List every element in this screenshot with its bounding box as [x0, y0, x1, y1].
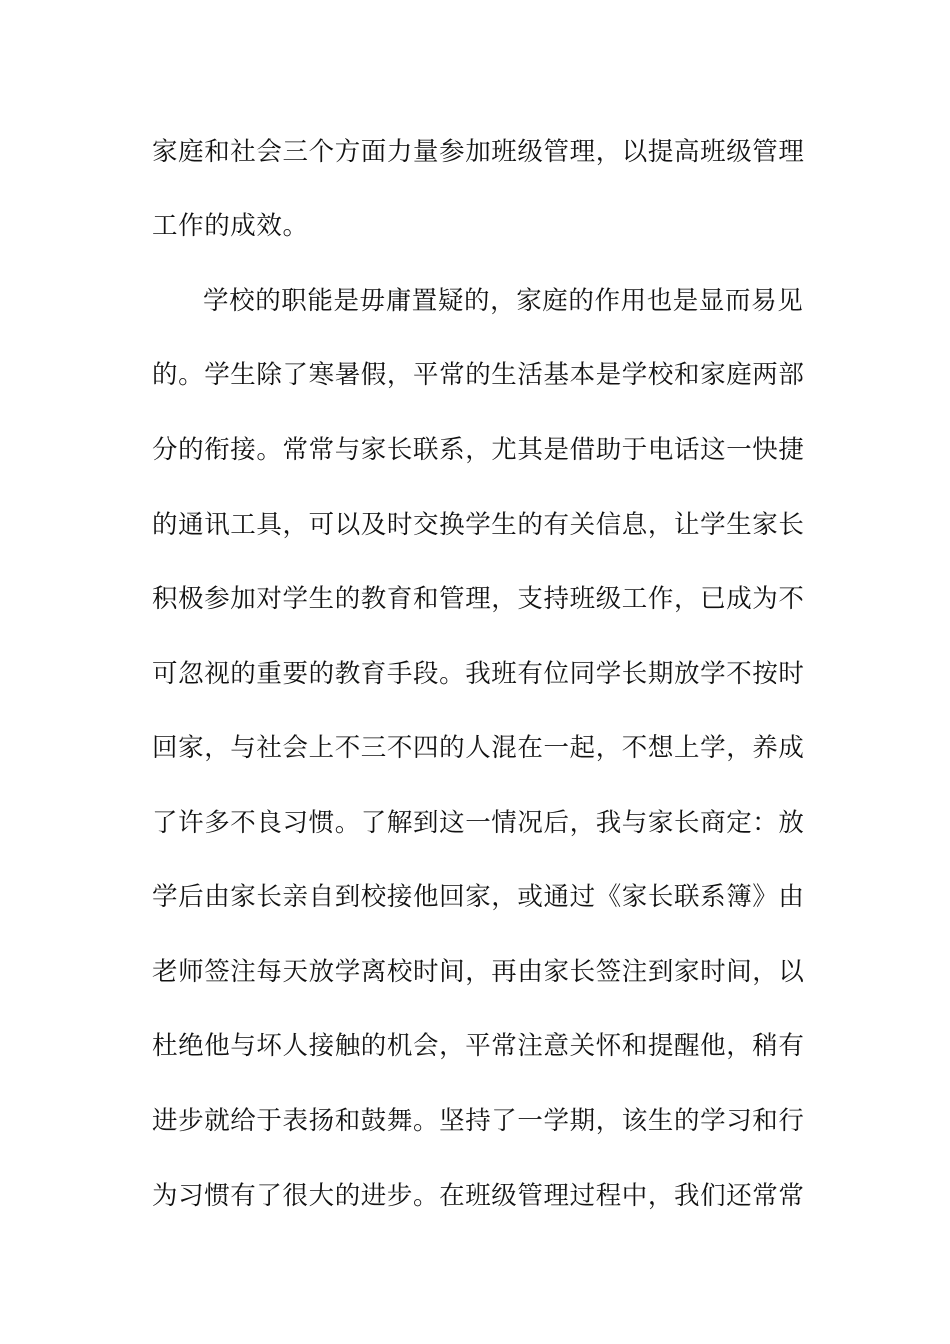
text-line-10: 了许多不良习惯。了解到这一情况后，我与家长商定：放	[152, 808, 805, 838]
text-line-11: 学后由家长亲自到校接他回家，或通过《家长联系簿》由	[152, 882, 805, 912]
text-line-14: 进步就给于表扬和鼓舞。坚持了一学期，该生的学习和行	[152, 1106, 805, 1136]
text-line-4: 的。学生除了寒暑假，平常的生活基本是学校和家庭两部	[152, 360, 805, 390]
text-line-3: 学校的职能是毋庸置疑的，家庭的作用也是显而易见	[203, 286, 804, 316]
text-line-8: 可忽视的重要的教育手段。我班有位同学长期放学不按时	[152, 659, 805, 689]
text-line-7: 积极参加对学生的教育和管理，支持班级工作，已成为不	[152, 584, 805, 614]
text-line-6: 的通讯工具，可以及时交换学生的有关信息，让学生家长	[152, 510, 805, 540]
text-line-5: 分的衔接。常常与家长联系，尤其是借助于电话这一快捷	[152, 435, 805, 465]
text-line-15: 为习惯有了很大的进步。在班级管理过程中，我们还常常	[152, 1181, 805, 1211]
text-line-1: 家庭和社会三个方面力量参加班级管理，以提高班级管理	[152, 137, 805, 167]
text-line-2: 工作的成效。	[152, 211, 309, 241]
text-line-9: 回家，与社会上不三不四的人混在一起，不想上学，养成	[152, 733, 805, 763]
text-line-12: 老师签注每天放学离校时间，再由家长签注到家时间，以	[152, 957, 805, 987]
text-line-13: 杜绝他与坏人接触的机会，平常注意关怀和提醒他，稍有	[152, 1031, 805, 1061]
